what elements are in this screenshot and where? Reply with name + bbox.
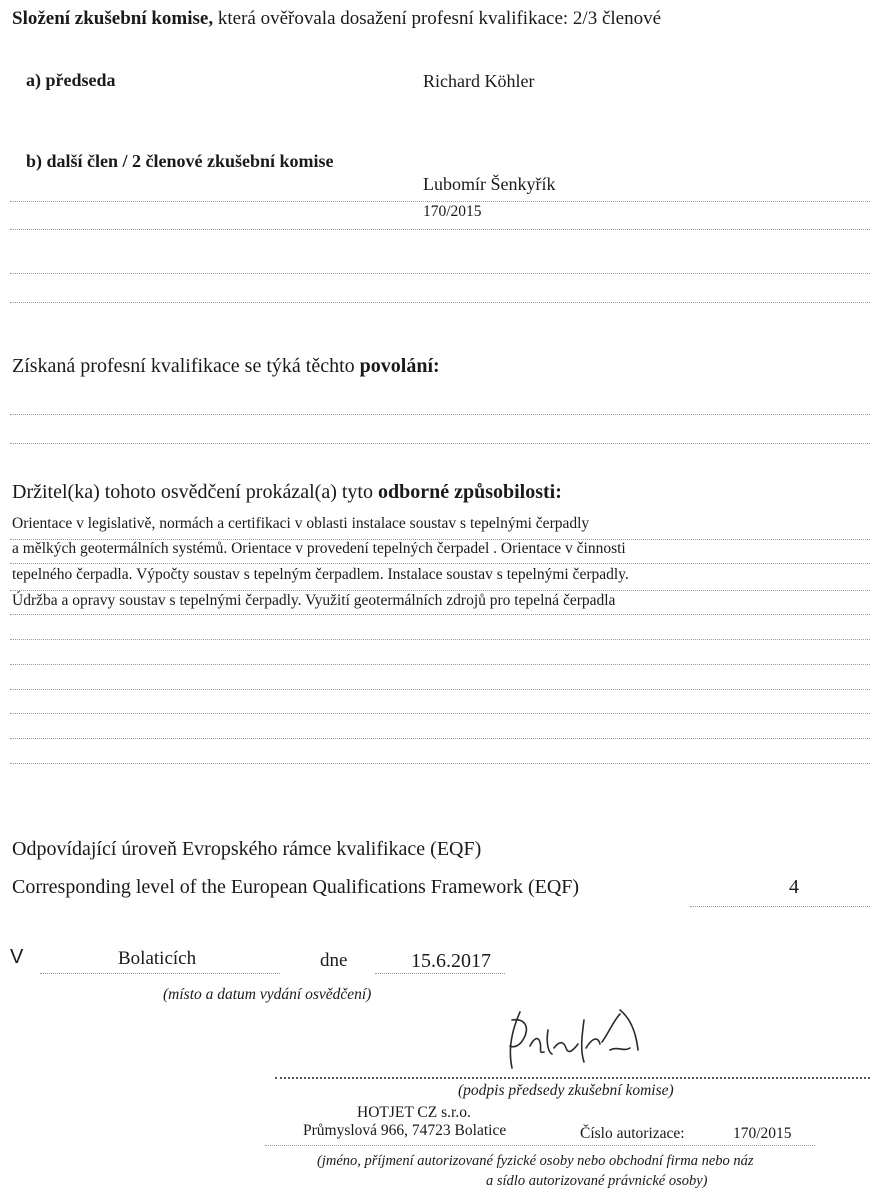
competences-bold: odborné způsobilosti:: [377, 481, 562, 503]
issue-dne: dne: [320, 950, 348, 971]
occupation-text: Získaná profesní kvalifikace se týká těchto: [12, 355, 360, 377]
dotted-rule: [10, 614, 870, 615]
dotted-rule: [10, 273, 870, 274]
member-number: 170/2015: [423, 203, 482, 220]
company-name: HOTJET CZ s.r.o.: [357, 1104, 471, 1121]
commission-heading: [12, 8, 661, 30]
competence-line: Údržba a opravy soustav s tepelnými čerpadly. Využití geotermálních zdrojů pro tepelná čerpadla: [12, 592, 616, 609]
signature-icon: [490, 990, 680, 1080]
issue-v: V: [10, 946, 24, 968]
eqf-line-cz: Odpovídající úroveň Evropského rámce kvalifikace (EQF): [12, 838, 482, 860]
dotted-rule: [10, 443, 870, 444]
dotted-rule: [10, 763, 870, 764]
dotted-rule: [10, 689, 870, 690]
chair-name: Richard Köhler: [423, 71, 535, 91]
commission-heading-bold: Složení zkušební komise,: [12, 8, 214, 29]
dotted-rule: [10, 590, 870, 591]
competence-line: Orientace v legislativě, normách a certifikaci v oblasti instalace soustav s tepelnými čerpadly: [12, 515, 590, 532]
competences-text: Držitel(ka) tohoto osvědčení prokázal(a) tyto: [12, 481, 378, 503]
occupation-bold: povolání:: [359, 355, 440, 377]
dotted-rule: [375, 973, 505, 974]
dotted-rule: [10, 738, 870, 739]
signature-caption: (podpis předsedy zkušební komise): [458, 1082, 674, 1099]
competences-heading: [12, 481, 562, 504]
dotted-rule: [40, 973, 280, 974]
dotted-rule: [265, 1145, 815, 1146]
dotted-rule: [690, 906, 870, 907]
dotted-rule: [275, 1077, 870, 1079]
authorization-number: 170/2015: [733, 1125, 792, 1142]
dotted-rule: [10, 414, 870, 415]
issue-date: 15.6.2017: [411, 950, 491, 972]
company-address: Průmyslová 966, 74723 Bolatice: [303, 1122, 507, 1139]
chair-label: a) předseda: [26, 70, 116, 90]
member-label: b) další člen / 2 členové zkušební komise: [26, 151, 334, 171]
occupation-heading: [12, 355, 440, 378]
authority-caption-1: (jméno, příjmení autorizované fyzické osoby nebo obchodní firma nebo náz: [317, 1153, 754, 1169]
authority-caption-2: a sídlo autorizované právnické osoby): [486, 1173, 708, 1189]
issue-caption: (místo a datum vydání osvědčení): [163, 986, 372, 1003]
issue-place: Bolaticích: [118, 948, 197, 969]
dotted-rule: [10, 639, 870, 640]
dotted-rule: [10, 563, 870, 564]
dotted-rule: [10, 229, 870, 230]
dotted-rule: [10, 713, 870, 714]
dotted-rule: [10, 302, 870, 303]
dotted-rule: [10, 664, 870, 665]
authorization-label: Číslo autorizace:: [580, 1125, 685, 1142]
competence-line: tepelného čerpadla. Výpočty soustav s tepelným čerpadlem. Instalace soustav s tepelnými čerpadly.: [12, 566, 629, 583]
dotted-rule: [10, 201, 870, 202]
eqf-level: 4: [789, 876, 799, 898]
competence-line: a mělkých geotermálních systémů. Orientace v provedení tepelných čerpadel . Orientace v činnosti: [12, 540, 626, 557]
member-name: Lubomír Šenkyřík: [423, 174, 556, 194]
eqf-line-en: Corresponding level of the European Qualifications Framework (EQF): [12, 876, 580, 898]
commission-heading-rest: která ověřovala dosažení profesní kvalifikace: 2/3 členové: [213, 8, 662, 29]
